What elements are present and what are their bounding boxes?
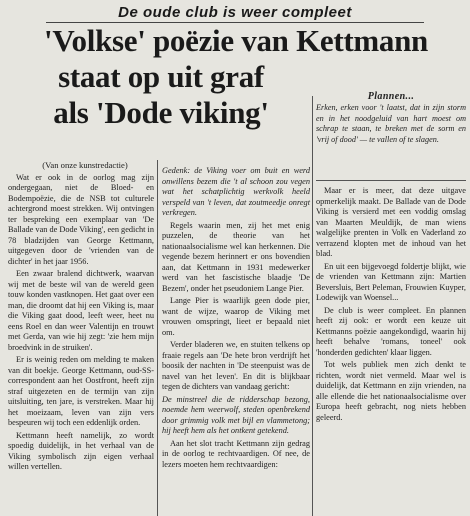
column-divider [312, 96, 313, 516]
sidebar-text: Erken, erken voor 't laatst, dat in zijn storm en in het noodgeluid van hart moest om schrap te staan, te breken met de sorm en 'vrij of dood' — te vallen of te slagen. [316, 103, 466, 144]
column-divider [157, 160, 158, 516]
paragraph: Verder bladeren we, en stuiten telkens op fraaie regels aan 'De hete bron verdrijft het boosik der nachten in 'De steenpuist was de navel van het leven'. En dit is blijkbaar tegen de dichters van vandaag gericht: [162, 340, 310, 391]
paragraph: Een zwaar bralend dichtwerk, waarvan wij met de beste wil van de wereld geen touw konden vastknopen. Het gaat over een man, die droomt dat hij een Viking is, maar die Viking gaat dood, leeft weer, heet nu eens Roel en dan weer Valentijn en trouwt met Gerda, van wie hij zegt: 'zie hem mijn broedvink in de struiken'. [8, 269, 154, 352]
section-rule [316, 180, 466, 181]
headline-line-2: staat op uit graf [58, 59, 264, 94]
article-column-3 [316, 186, 466, 425]
paragraph: Tot wels publiek men zich denkt te richten, wordt niet vermeld. Maar wel is duidelijk, dat Kettmann en zijn vrienden, na alle ellende die het nationaalsocialisme over Europa heeft gebracht, nog niets hebben geleerd. [316, 360, 466, 422]
article-kicker: De oude club is weer compleet [46, 4, 424, 23]
headline-line-3: als 'Dode viking' [53, 95, 269, 130]
paragraph: Lange Pier is waarlijk geen dode pier, want de wijze, waarop de Viking met vrouwen omspringt, lieet er bepaald niet om. [162, 296, 310, 337]
paragraph: Wat er ook in de oorlog mag zijn ondergegaan, niet de Bloed- en Bodempoëzie, die de NSB tot culturele achtergrond moest strekken. Wij ontvingen ter bespreking een exemplaar van 'De Ballade van de Dode Viking', een gedicht in 78 bladzijden van George Kettmann, uitgegeven door de 'vrienden van de dichter' in het jaar 1956. [8, 172, 154, 266]
headline-line-1: 'Volkse' poëzie van Kettmann [44, 23, 428, 58]
sidebar-title: Plannen... [367, 91, 415, 102]
paragraph: En uit een bijgevoegd foldertje blijkt, wie de vrienden van Kettmann zijn: Martien Beversluis, Bert Peleman, Frouwien Kuyper, Lodewijk van Woensel... [316, 261, 466, 302]
poem-text: De minstreel die de ridderschap bezong, noemde hem weerwolf, steden openbrekend door grimmig volk met bijl en vlammetong; hij heeft hem als het ontkent getekend. [162, 394, 310, 435]
article-column-1 [8, 160, 154, 475]
poem-excerpt [162, 166, 310, 219]
paragraph: Aan het slot tracht Kettmann zijn gedrag in de oorlog te rechtvaardigen. Of nee, de lezers moeten hem rechtvaardigen: [162, 438, 310, 469]
sidebar-plannen [316, 92, 466, 145]
article-column-2 [162, 166, 310, 472]
paragraph: Kettmann heeft namelijk, zo wordt spoedig duidelijk, in het verhaal van de Viking symbolisch zijn eigen verhaal willen vertellen. [8, 430, 154, 471]
paragraph: Regels waarin men, zij het met enig puzzelen, de theorie van het nationaalsocialisme wel kan herkennen. Die vegende bezem herinnert er ons bovendien aan, dat Kettmann in 1931 medewerker werd van het fascistische blaadje 'De Bezem', onder het pseudoniem Lange Pier. [162, 220, 310, 293]
poem-text: Gedenk: de Viking voer om buit en werd onwillens bezem die 't al schoon zou vegen wat het schatplichtig werkvolk heeld verspeld van 't leven, dat zoutmeedje onregt verkregen. [162, 166, 310, 217]
poem-excerpt [162, 395, 310, 437]
paragraph: De club is weer compleet. En plannen heeft zij ook: er wordt een keuze uit Kettmanns poëzie aangekondigd, waarin hij heeft behalve 'romans, toneel' ook 'honderden gedichten' klaar liggen. [316, 305, 466, 357]
byline: (Van onze kunstredactie) [42, 160, 128, 170]
paragraph: Maar er is meer, dat deze uitgave opmerkelijk maakt. De Ballade van de Dode Viking is versierd met een voddig omslag van Maarten Meuldijk, de man wiens walgelijke prenten in Volk en Vaderland zo verrazend klopten met de inhoud van het blad. [316, 186, 466, 258]
paragraph: Er is weinig reden om melding te maken van dit boekje. George Kettmann, oud-SS-correspondent aan het Oostfront, heeft zijn straf uitgezeten en de termijn van zijn uitsluiting, ten jare, is verstreken. Maar hij het moeizaam, leven van zijn vers bespeuren wij toch een eddenlijk orden. [8, 355, 154, 427]
